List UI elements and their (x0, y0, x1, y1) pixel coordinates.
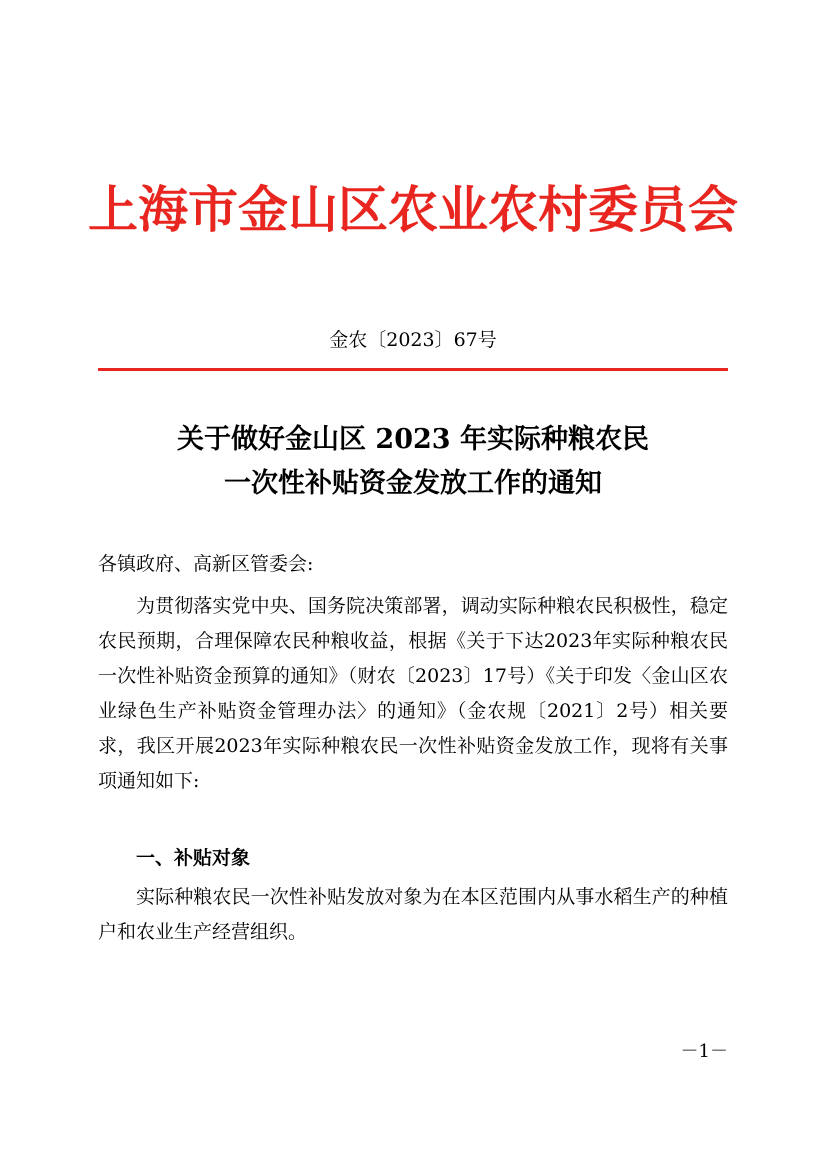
section-heading-subsidy-recipients: 一、补贴对象 (136, 847, 251, 869)
body-paragraph-2: 实际种粮农民一次性补贴发放对象为在本区范围内从事水稻生产的种植户和农业生产经营组织。 (98, 886, 728, 943)
document-title-line-2: 一次性补贴资金发放工作的通知 (224, 468, 602, 499)
document-title-line-1: 关于做好金山区 2023 年实际种粮农民 (177, 424, 649, 455)
red-divider-line (98, 368, 728, 371)
issuing-organization-header: 上海市金山区农业农村委员会 (88, 180, 738, 239)
salutation: 各镇政府、高新区管委会: (98, 553, 314, 575)
body-paragraph-1: 为贯彻落实党中央、国务院决策部署，调动实际种粮农民积极性，稳定农民预期，合理保障农民种粮收益，根据《关于下达2023年实际种粮农民一次性补贴资金预算的通知》（财农〔2023〕17号）《关于印发〈金山区农业绿色生产补贴资金管理办法〉的通知》（金农规〔2021〕2号）相关要求，我区开展2023年实际种粮农民一次性补贴资金发放工作，现将有关事项通知如下: (98, 595, 728, 792)
page-number: －1－ (680, 1041, 728, 1062)
document-number: 金农〔2023〕67号 (329, 329, 497, 351)
document-title (0, 418, 826, 506)
